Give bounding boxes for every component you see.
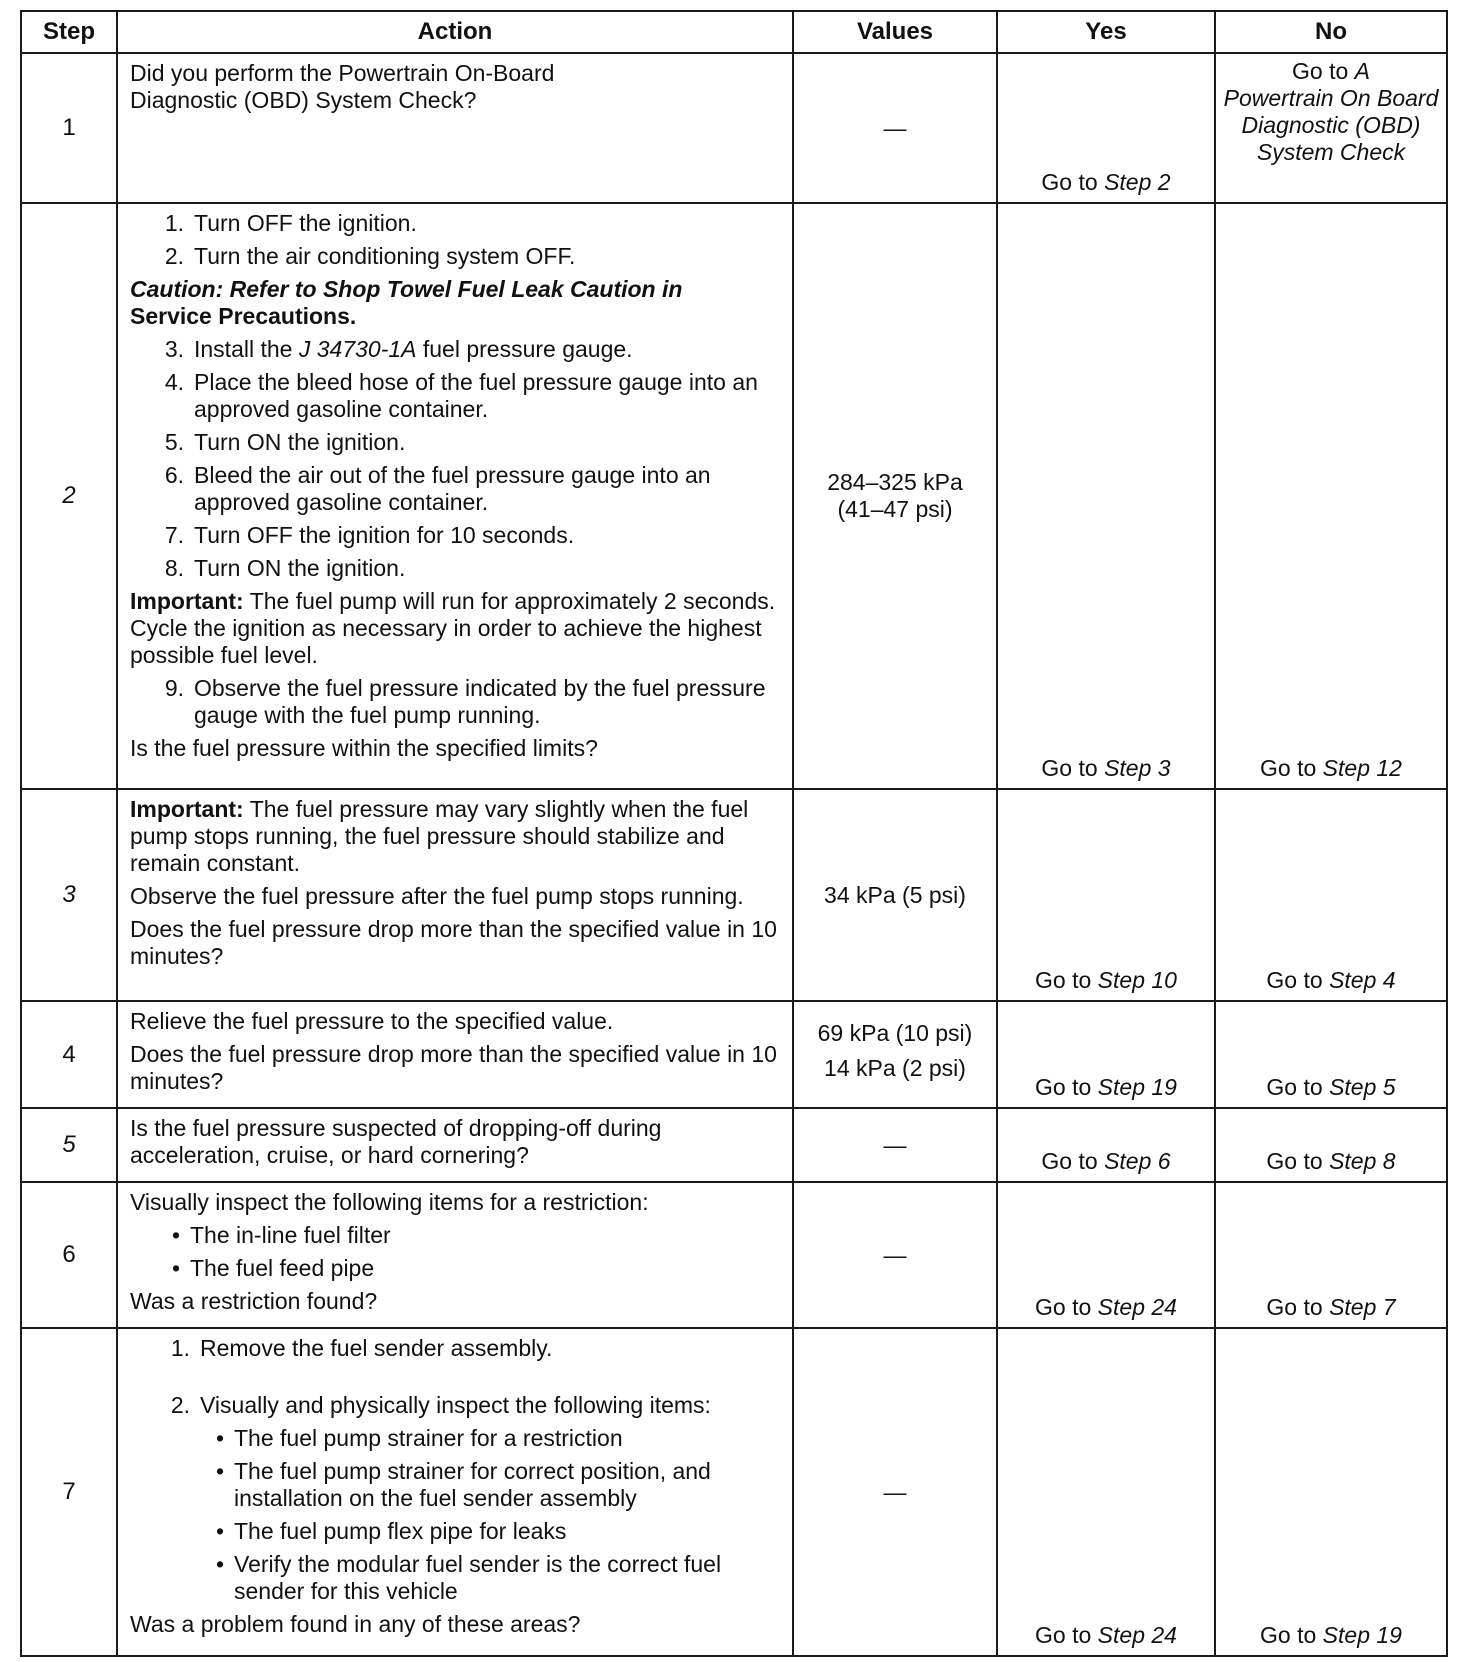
caution-label: Caution: Refer to Shop Towel Fuel Leak Caution in	[130, 276, 683, 302]
no-target: Step 5	[1329, 1074, 1396, 1100]
action-question: Does the fuel pressure drop more than the specified value in 10 minutes?	[130, 1041, 777, 1094]
important-note	[130, 588, 782, 669]
action-cell	[117, 1182, 793, 1328]
no-target: Step 8	[1329, 1148, 1396, 1174]
table-row	[21, 53, 1447, 203]
no-target: Step 19	[1322, 1622, 1402, 1648]
bullet-icon: •	[171, 1222, 180, 1248]
table-row	[21, 203, 1447, 789]
bullet-item: The fuel pump flex pipe for leaks	[234, 1518, 567, 1544]
no-target: Step 7	[1329, 1294, 1396, 1320]
bullet-item: Verify the modular fuel sender is the correct fuel sender for this vehicle	[234, 1551, 722, 1604]
yes-go: Go to	[1041, 1148, 1098, 1174]
important-label: Important:	[130, 796, 244, 822]
no-target: A	[1354, 58, 1370, 84]
values-cell	[793, 1001, 997, 1108]
no-cell	[1215, 1328, 1447, 1656]
yes-go: Go to	[1041, 169, 1098, 195]
action-step: Turn the air conditioning system OFF.	[194, 243, 576, 269]
no-go: Go to	[1266, 1148, 1323, 1174]
tool-name: J 34730-1A	[298, 336, 417, 362]
action-question: Was a restriction found?	[130, 1288, 378, 1314]
header-values: Values	[793, 11, 997, 53]
action-step: Install the J 34730-1A fuel pressure gauge.	[194, 336, 633, 362]
yes-go: Go to	[1035, 1622, 1092, 1648]
value-line: 69 kPa (10 psi)	[817, 1019, 973, 1046]
values-cell: —	[793, 1328, 997, 1656]
action-question: Is the fuel pressure within the specified limits?	[130, 735, 598, 761]
action-step: Bleed the air out of the fuel pressure gauge into an approved gasoline container.	[194, 462, 711, 515]
yes-target: Step 24	[1097, 1622, 1177, 1648]
yes-target: Step 19	[1097, 1074, 1177, 1100]
action-cell	[117, 1108, 793, 1182]
action-paragraph: Relieve the fuel pressure to the specified value.	[130, 1008, 614, 1034]
action-question: Does the fuel pressure drop more than the specified value in 10 minutes?	[130, 916, 777, 969]
table-row	[21, 1328, 1447, 1656]
action-question: Was a problem found in any of these areas?	[130, 1611, 581, 1637]
step-number: 7	[21, 1328, 117, 1656]
header-yes: Yes	[997, 11, 1215, 53]
value-line: 14 kPa (2 psi)	[824, 1054, 966, 1081]
bullet-item: The fuel pump strainer for correct position, and installation on the fuel sender assembly	[234, 1458, 711, 1511]
yes-target: Step 10	[1097, 967, 1177, 993]
yes-cell	[997, 1108, 1215, 1182]
action-paragraph: Observe the fuel pressure after the fuel pump stops running.	[130, 883, 744, 909]
no-go: Go to	[1266, 967, 1323, 993]
bullet-item: The fuel pump strainer for a restriction	[234, 1425, 623, 1451]
action-cell	[117, 1001, 793, 1108]
step-number: 3	[21, 789, 117, 1001]
values-cell	[793, 203, 997, 789]
table-row	[21, 789, 1447, 1001]
caution-tail: Service Precautions	[130, 303, 350, 329]
no-go: Go to	[1266, 1294, 1323, 1320]
action-step: Turn ON the ignition.	[194, 429, 406, 455]
no-cell	[1215, 789, 1447, 1001]
yes-cell	[997, 1001, 1215, 1108]
no-target: Step 4	[1329, 967, 1396, 993]
yes-go: Go to	[1035, 1294, 1092, 1320]
header-row	[21, 11, 1447, 53]
header-action: Action	[117, 11, 793, 53]
yes-cell	[997, 789, 1215, 1001]
action-cell	[117, 53, 793, 203]
bullet-icon: •	[215, 1425, 224, 1451]
bullet-icon: •	[215, 1551, 224, 1577]
yes-target: Step 3	[1104, 755, 1171, 781]
important-note	[130, 796, 782, 877]
step-number: 2	[21, 203, 117, 789]
step-number: 6	[21, 1182, 117, 1328]
yes-go: Go to	[1035, 1074, 1092, 1100]
values-cell: —	[793, 1108, 997, 1182]
no-go: Go to	[1292, 58, 1349, 84]
table-row	[21, 1108, 1447, 1182]
yes-target: Step 2	[1104, 169, 1171, 195]
no-cell	[1215, 1182, 1447, 1328]
no-go: Go to	[1260, 755, 1317, 781]
step-number: 1	[21, 53, 117, 203]
table-row	[21, 1001, 1447, 1108]
action-cell: 1. Turn OFF the ignition. 2. Turn the air conditioning system OFF. Caution: Refer to Shop Towel Fuel Leak Caution in Service Precautions. 3. Install the J 34730-1A fuel pressure gauge. 4. Place the bleed hose of the fuel pressure gauge into an approved gasoline container. 5. Turn ON the ignition. 6. Bleed the air out of the fuel pressure gauge into an approved gasoline container. 7. Turn OFF the ignition for 10 seconds. 8. Turn ON the ignition. Important: The fuel pump will run for approximately 2 seconds. Cycle the ignition as necessary in order to achieve the highest possible fuel level. 9. Observe the fuel pressure indicated by the fuel pressure gauge with the fuel pump running. Is the fuel pressure within the specified limits?	[117, 203, 793, 789]
values-cell: 34 kPa (5 psi)	[793, 789, 997, 1001]
bullet-icon: •	[215, 1518, 224, 1544]
value-line: 284–325 kPa	[827, 469, 963, 495]
yes-go: Go to	[1041, 755, 1098, 781]
no-target: Step 12	[1322, 755, 1402, 781]
action-question: Did you perform the Powertrain On-Board Diagnostic (OBD) System Check?	[130, 60, 555, 113]
action-step: Turn OFF the ignition for 10 seconds.	[194, 522, 575, 548]
caution-note: Caution: Refer to Shop Towel Fuel Leak Caution in Service Precautions.	[130, 276, 683, 329]
step-number: 4	[21, 1001, 117, 1108]
important-text: The fuel pump will run for approximately 2 seconds. Cycle the ignition as necessary in order to achieve the highest possible fuel level.	[130, 588, 776, 668]
no-go: Go to	[1260, 1622, 1317, 1648]
no-cell	[1215, 53, 1447, 203]
no-go: Go to	[1266, 1074, 1323, 1100]
bullet-item: The in-line fuel filter	[190, 1222, 391, 1248]
yes-cell	[997, 1182, 1215, 1328]
no-cell	[1215, 203, 1447, 789]
action-step: Place the bleed hose of the fuel pressure gauge into an approved gasoline container.	[194, 369, 758, 422]
action-step: Visually and physically inspect the following items:	[200, 1392, 711, 1418]
bullet-icon: •	[215, 1458, 224, 1484]
important-text: The fuel pressure may vary slightly when the fuel pump stops running, the fuel pressure should stabilize and remain constant.	[130, 796, 749, 876]
yes-cell	[997, 203, 1215, 789]
important-label: Important:	[130, 588, 244, 614]
value-line: (41–47 psi)	[837, 496, 953, 522]
action-paragraph: Visually inspect the following items for a restriction:	[130, 1189, 649, 1215]
yes-cell	[997, 53, 1215, 203]
values-cell: —	[793, 53, 997, 203]
step-number: 5	[21, 1108, 117, 1182]
header-no: No	[1215, 11, 1447, 53]
yes-go: Go to	[1035, 967, 1092, 993]
table-row	[21, 1182, 1447, 1328]
action-cell	[117, 789, 793, 1001]
action-step: Turn ON the ignition.	[194, 555, 406, 581]
action-step: Turn OFF the ignition.	[194, 210, 417, 236]
no-target-detail: Powertrain On Board Diagnostic (OBD) System Check	[1223, 85, 1439, 165]
action-step: Remove the fuel sender assembly.	[200, 1335, 553, 1361]
action-step: Observe the fuel pressure indicated by the fuel pressure gauge with the fuel pump running.	[194, 675, 766, 728]
no-cell	[1215, 1108, 1447, 1182]
bullet-item: The fuel feed pipe	[190, 1255, 375, 1281]
yes-target: Step 6	[1104, 1148, 1171, 1174]
no-cell	[1215, 1001, 1447, 1108]
yes-cell	[997, 1328, 1215, 1656]
bullet-icon: •	[171, 1255, 180, 1281]
diagnostic-table	[20, 10, 1448, 1657]
action-cell: 1. Remove the fuel sender assembly. 2. Visually and physically inspect the following items: • The fuel pump strainer for a restriction • The fuel pump strainer for correct position, and installation on the fuel sender assembly • The fuel pump flex pipe for leaks • Verify the modular fuel sender is the correct fuel sender for this vehicle Was a problem found in any of these areas?	[117, 1328, 793, 1656]
values-cell: —	[793, 1182, 997, 1328]
action-question: Is the fuel pressure suspected of dropping-off during acceleration, cruise, or hard cornering?	[130, 1115, 662, 1168]
yes-target: Step 24	[1097, 1294, 1177, 1320]
header-step: Step	[21, 11, 117, 53]
